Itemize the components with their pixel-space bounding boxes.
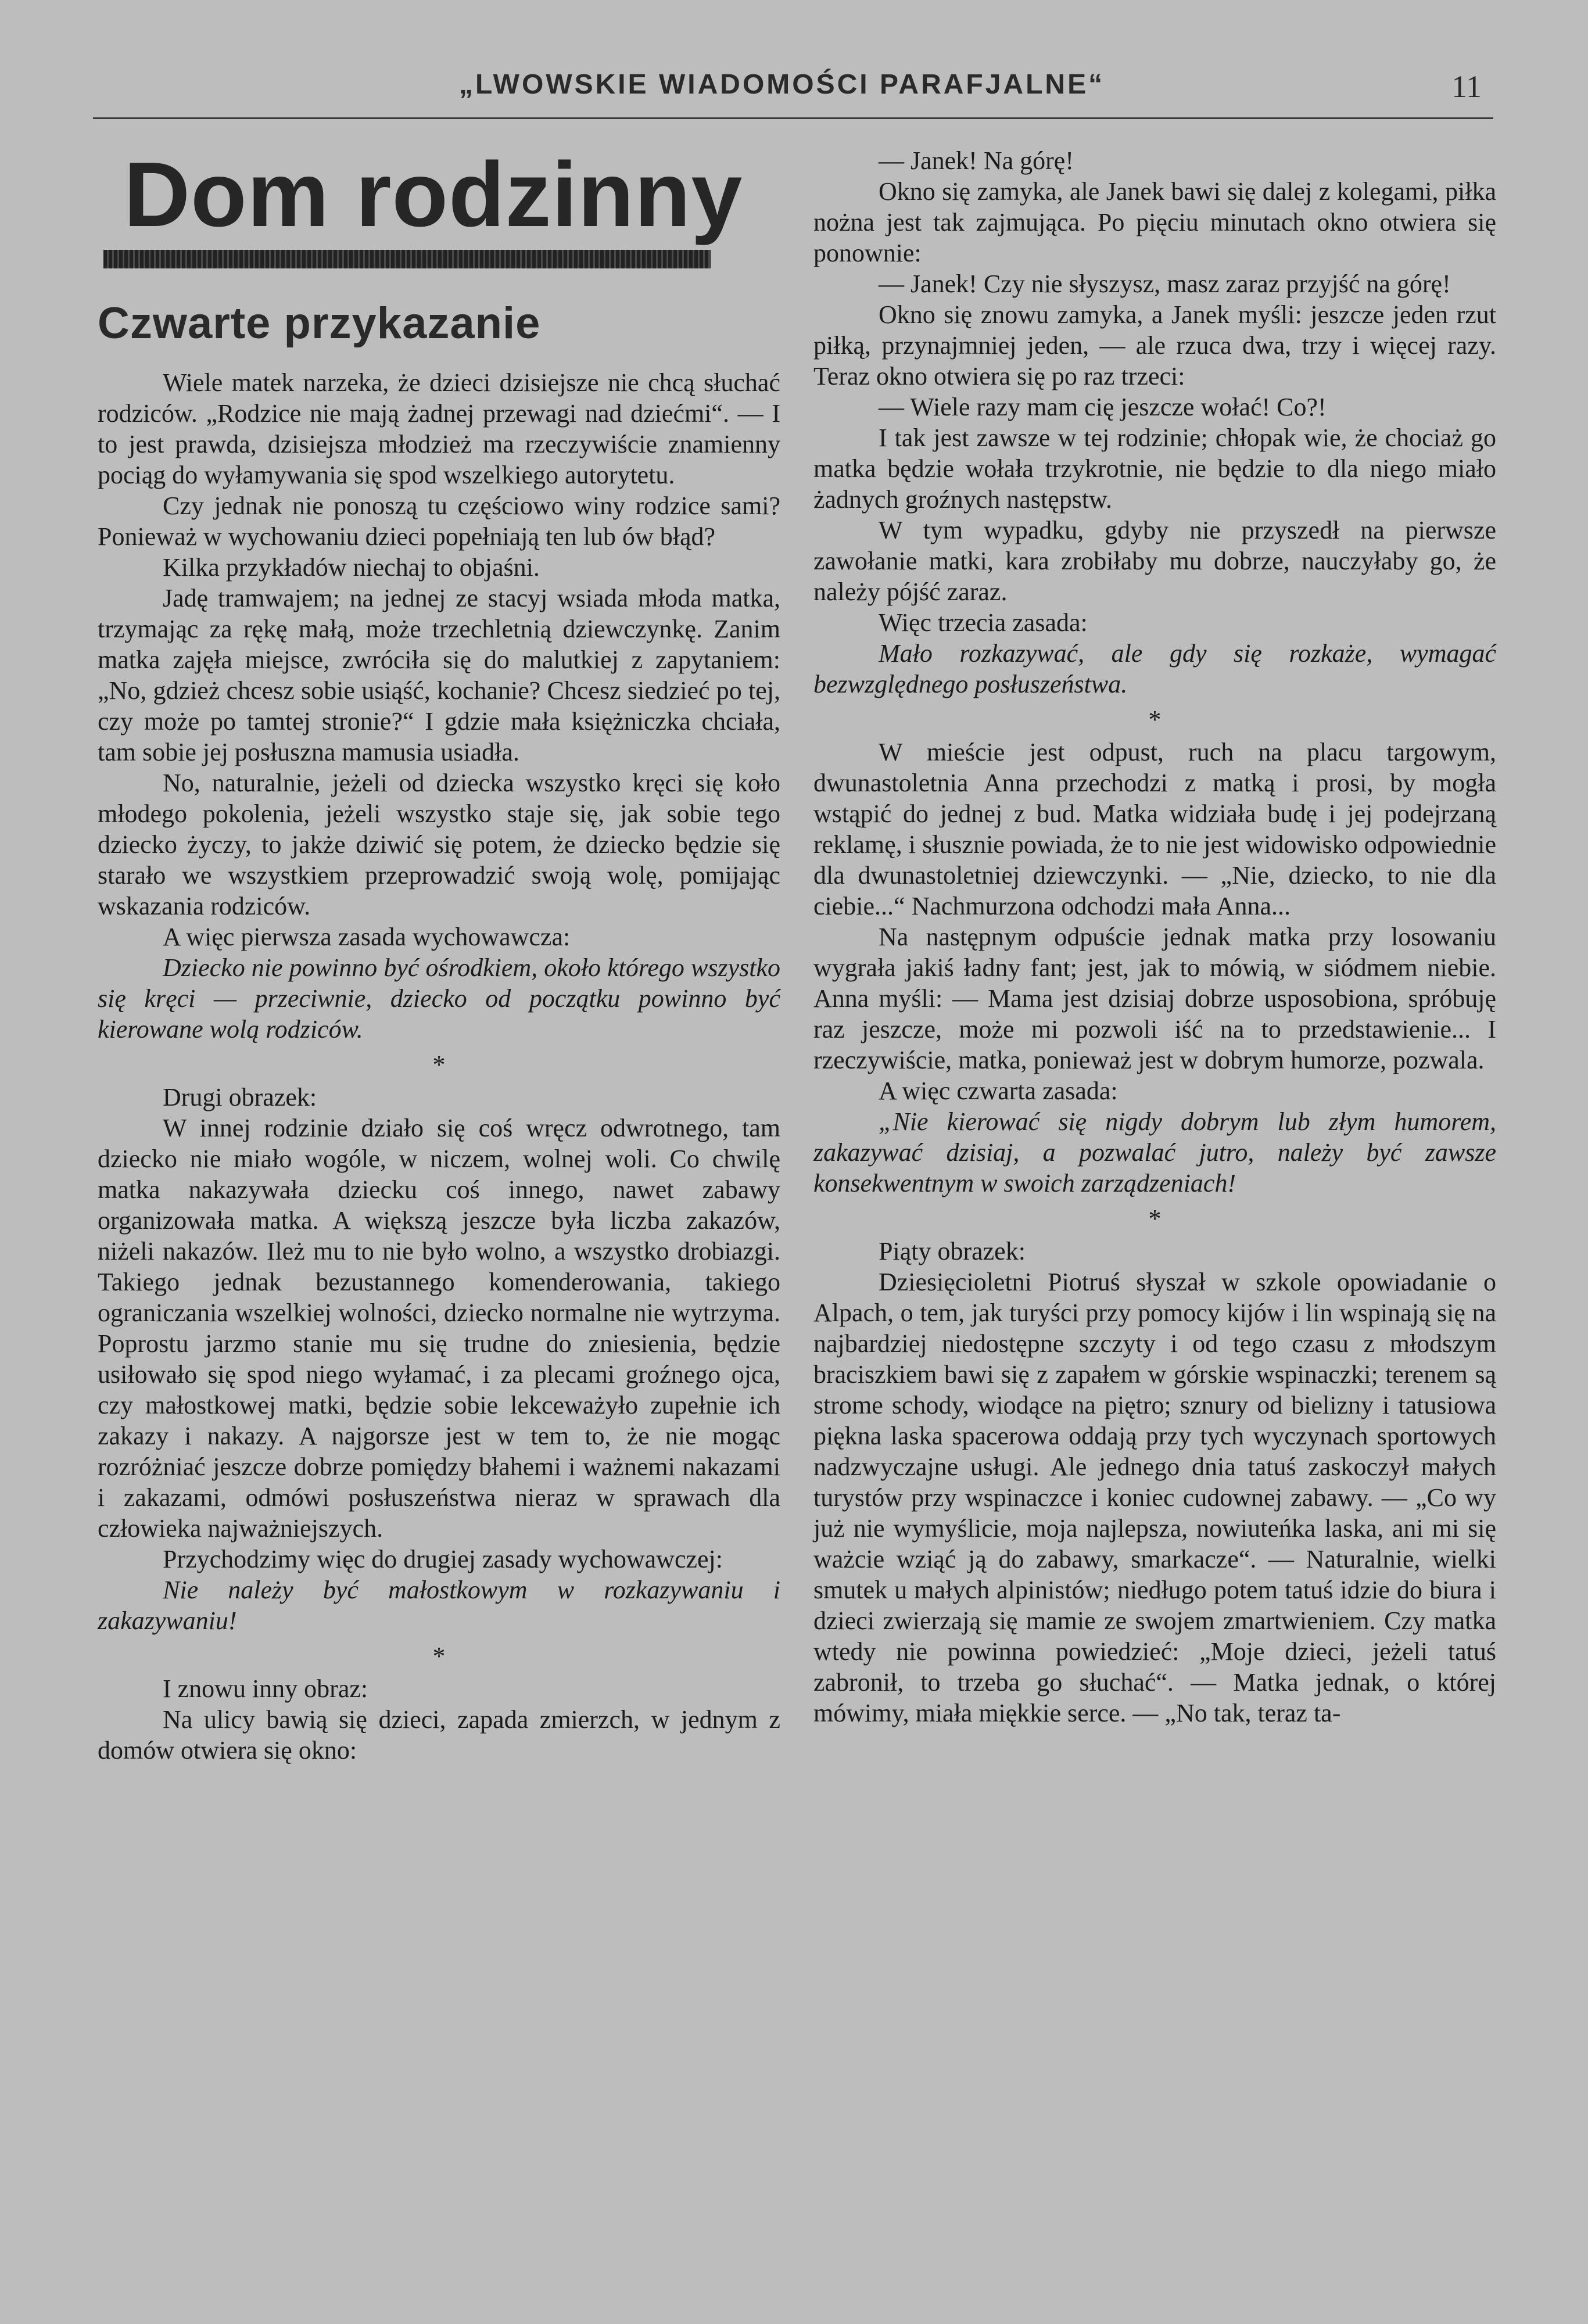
paragraph: W innej rodzinie działo się coś wręcz odwrotnego, tam dziecko nie miało wogóle, w niczem, wolnej woli. Co chwilę matka nakazywała dziecku coś innego, nawet zabawy organizowała matka. A większą jeszcze była liczba zakazów, niżeli nakazów. Ileż mu to nie było wolno, a wszystko drobiazgi. Takiego jednak bezustannego komenderowania, takiego ograniczania wszelkiej wolności, dziecko normalne nie wytrzyma. Poprostu jarzmo stanie mu się trudne do zniesienia, będzie usiłowało się spod niego wyłamać, i za plecami groźnego ojca, czy małostkowej matki, będzie sobie lekceważyło zupełnie ich zakazy i nakazy. A najgorsze jest w tem to, że nie mogąc rozróżniać jeszcze dobrze pomiędzy błahemi i ważnemi nakazami i zakazami, odmówi posłuszeństwa nieraz w sprawach dla człowieka najważniejszych. [98,1114,780,1543]
paragraph: I znowu inny obraz: [163,1674,368,1703]
paragraph: Więc trzecia zasada: [879,608,1088,637]
paragraph: Drugi obrazek: [163,1083,317,1111]
paragraph: I tak jest zawsze w tej rodzinie; chłopak wie, że chociaż go matka będzie wołała trzykrotnie, nie będzie to dla niego miało żadnych groźnych następstw. [813,424,1496,514]
section-star: * [432,1642,446,1670]
paragraph: — Janek! Na górę! [879,146,1074,175]
paragraph: Piąty obrazek: [879,1237,1026,1265]
header-rule [93,117,1493,119]
rule-four: „Nie kierować się nigdy dobrym lub złym humorem, zakazywać dzisiaj, a pozwalać jutro, należy być zawsze konsekwentnym w swoich zarządzeniach! [813,1107,1496,1197]
paragraph: Na ulicy bawią się dzieci, zapada zmierzch, w jednym z domów otwiera się okno: [98,1705,780,1764]
left-column [98,145,780,1766]
paragraph: W tym wypadku, gdyby nie przyszedł na pierwsze zawołanie matki, kara zrobiłaby mu dobrze, nauczyłaby go, że należy pójść zaraz. [813,516,1496,606]
paragraph: Dziesięcioletni Piotruś słyszał w szkole opowiadanie o Alpach, o tem, jak turyści przy pomocy kijów i lin wspinają się na najbardziej niedostępne szczyty i od tego czasu z młodszym braciszkiem bawi się z zapałem w górskie wspinaczki; terenem są strome schody, wiodące na piętro; sznury od bielizny i tatusiowa piękna laska spacerowa oddają przy tych wyczynach sportowych nadzwyczajne usługi. Ale jednego dnia tatuś zaskoczył małych turystów przy wspinaczce i koniec cudownej zabawy. — „Co wy już nie wymyślicie, moja najlepsza, nowiuteńka laska, ani mi się ważcie wziąć ją do zabawy, smarkacze“. — Naturalnie, wielki smutek u małych alpinistów; niedługo potem tatuś idzie do biura i dzieci zwierzają się mamie ze swojem zmartwieniem. Czy matka wtedy nie powinna powiedzieć: „Moje dzieci, jeżeli tatuś zabronił, to trzeba go słuchać“. — Matka jednak, o której mówimy, miała miękkie serce. — „No tak, teraz ta- [813,1268,1496,1727]
paragraph: Okno się zamyka, ale Janek bawi się dalej z kolegami, piłka nożna jest tak zajmująca. Po pięciu minutach okno otwiera się ponownie: [813,177,1496,267]
article-title: Dom rodzinny [124,144,743,246]
paragraph: A więc pierwsza zasada wychowawcza: [163,923,571,951]
paragraph: Wiele matek narzeka, że dzieci dzisiejsze nie chcą słuchać rodziców. „Rodzice nie mają żadnej przewagi nad dziećmi“. — I to jest prawda, dzisiejsza młodzież ma rzeczywiście znamienny pociąg do wyłamywania się spod wszelkiego autorytetu. [98,368,780,489]
section-star: * [432,1050,446,1079]
paragraph: No, naturalnie, jeżeli od dziecka wszystko kręci się koło młodego pokolenia, jeżeli wszystko staje się, jak sobie tego dziecko życzy, to jakże dziwić się potem, że dziecko będzie się starało we wszystkiem przeprowadzić swoją wolę, pomijając wskazania rodziców. [98,769,780,920]
title-underline-bar [103,250,711,268]
article-subtitle: Czwarte przykazanie [98,299,541,348]
page-number: 11 [1451,69,1482,104]
rule-one: Dziecko nie powinno być ośrodkiem, około którego wszystko się kręci — przeciwnie, dziecko od początku powinno być kierowane wolą rodziców. [98,953,780,1043]
running-head [0,69,1588,121]
paragraph: Przychodzimy więc do drugiej zasady wychowawczej: [163,1545,723,1573]
section-star: * [1148,1204,1162,1233]
paragraph: — Janek! Czy nie słyszysz, masz zaraz przyjść na górę! [879,270,1451,298]
paragraph: W mieście jest odpust, ruch na placu targowym, dwunastoletnia Anna przechodzi z matką i prosi, by mogła wstąpić do jednej z bud. Matka widziała budę i jej podejrzaną reklamę, i słusznie powiada, że to nie jest widowisko odpowiednie dla dwunastoletniej dziewczynki. — „Nie, dziecko, to nie dla ciebie...“ Nachmurzona odchodzi mała Anna... [813,738,1496,920]
paragraph: Kilka przykładów niechaj to objaśni. [163,553,540,582]
rule-two: Nie należy być małostkowym w rozkazywaniu i zakazywaniu! [98,1576,780,1635]
section-star: * [1148,705,1162,734]
masthead: „LWOWSKIE WIADOMOŚCI PARAFJALNE“ [459,69,1105,100]
paragraph: Czy jednak nie ponoszą tu częściowo winy rodzice sami? Ponieważ w wychowaniu dzieci popełniają ten lub ów błąd? [98,492,780,551]
paragraph: Na następnym odpuście jednak matka przy losowaniu wygrała jakiś ładny fant; jest, jak to mówią, w siódmem niebie. Anna myśli: — Mama jest dzisiaj dobrze usposobiona, spróbuję raz jeszcze, może mi pozwoli iść na to przedstawienie... I rzeczywiście, matka, ponieważ jest w dobrym humorze, pozwala. [813,923,1496,1074]
paragraph: A więc czwarta zasada: [879,1077,1118,1105]
rule-three: Mało rozkazywać, ale gdy się rozkaże, wymagać bezwzględnego posłuszeństwa. [813,639,1496,698]
right-column [813,145,1496,1728]
paragraph: Okno się znowu zamyka, a Janek myśli: jeszcze jeden rzut piłką, przynajmniej jeden, — ale rzuca dwa, trzy i więcej razy. Teraz okno otwiera się po raz trzeci: [813,300,1496,390]
paragraph: — Wiele razy mam cię jeszcze wołać! Co?! [879,393,1327,421]
paragraph: Jadę tramwajem; na jednej ze stacyj wsiada młoda matka, trzymając za rękę małą, może trzechletnią dziewczynkę. Zanim matka zajęła miejsce, zwróciła się do malutkiej z zapytaniem: „No, gdzież chcesz sobie usiąść, kochanie? Chcesz siedzieć po tej, czy może po tamtej stronie?“ I gdzie mała księżniczka chciała, tam sobie jej posłuszna mamusia usiadła. [98,584,780,766]
